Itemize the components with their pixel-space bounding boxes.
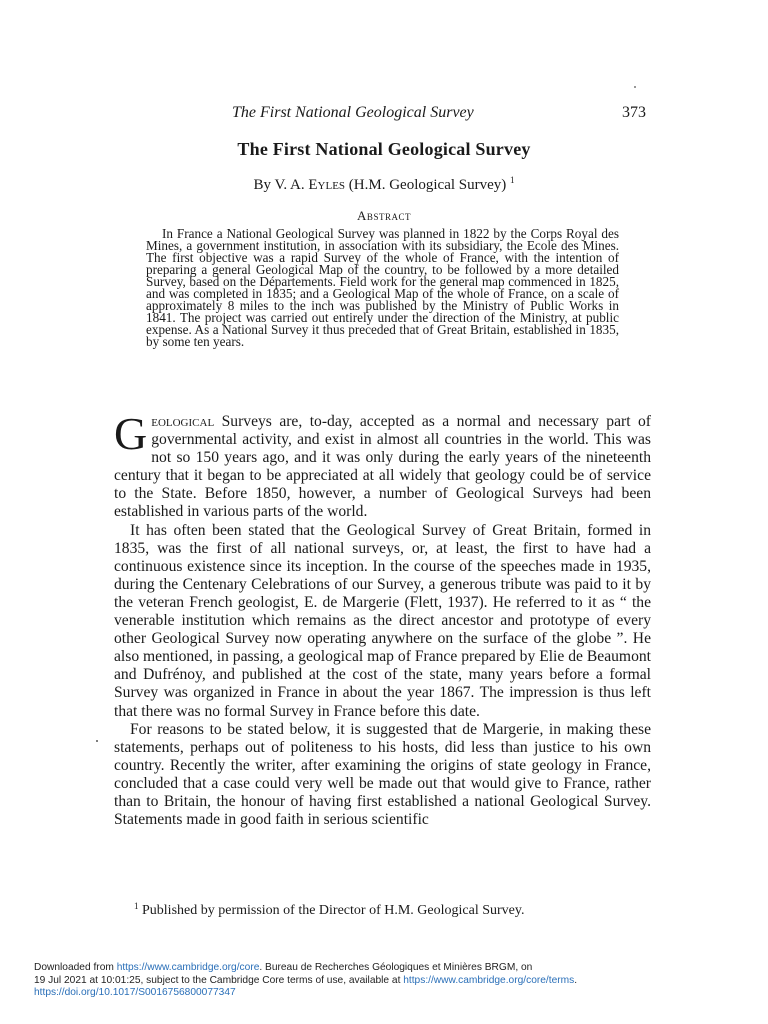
byline	[0, 175, 768, 194]
download-notice	[34, 962, 734, 1000]
footnote-number: 1	[134, 901, 139, 911]
footnote	[134, 898, 654, 919]
running-head	[0, 104, 768, 124]
download-text: .	[574, 974, 578, 986]
paragraph-1-text: Surveys are, to-day, accepted as a normal and necessary part of governmental activity, and exist in almost all countries in the world. This was not so 150 years ago, and it was only during the early years of the nineteenth century that it began to be appreciated at all widely that geology could be of service to the State. Before 1850, however, a number of Geological Surveys had been established in various parts of the world.	[114, 413, 651, 521]
byline-prefix: By V. A.	[253, 177, 309, 193]
abstract-heading: Abstract	[357, 208, 411, 223]
page-number: 373	[622, 104, 646, 121]
download-text: . Bureau de Recherches Géologiques et Minières BRGM, on	[259, 962, 533, 973]
paragraph-3: For reasons to be stated below, it is suggested that de Margerie, in making these statements, perhaps out of politeness to his hosts, did less than justice to his own country. Recently the writer, after examining the origins of state geology in France, concluded that a case could very well be made out that would give to France, rather than to Britain, the honour of having first established a national Geological Survey. Statements made in good faith in serious scientific	[114, 720, 651, 829]
paragraph-2: It has often been stated that the Geological Survey of Great Britain, formed in 1835, was the first of all national surveys, or, at least, the first to have had a continuous existence since its inception. In the course of the speeches made in 1935, during the Centenary Celebrations of our Survey, a generous tribute was paid to it by the veteran French geologist, E. de Margerie (Flett, 1937). He referred to it as “ the venerable institution which remains as the direct ancestor and prototype of every other Geological Survey now operating anywhere on the surface of the globe ”. He also mentioned, in passing, a geological map of France prepared by Elie de Beaumont and Dufrénoy, and published at the cost of the state, many years before a formal Survey was organized in France in about the year 1867. The impression is thus left that there was no formal Survey in France before this date.	[114, 521, 651, 720]
download-text: 19 Jul 2021 at 10:01:25, subject to the Cambridge Core terms of use, available at	[34, 974, 404, 986]
download-line-3	[34, 987, 734, 1000]
doi-link[interactable]: https://doi.org/10.1017/S0016756800077347	[34, 987, 236, 998]
cambridge-core-link[interactable]: https://www.cambridge.org/core	[116, 962, 260, 973]
byline-affiliation: (H.M. Geological Survey)	[345, 177, 511, 193]
terms-link[interactable]: https://www.cambridge.org/core/terms	[403, 974, 575, 986]
scan-speck	[634, 86, 636, 88]
footnote-text: Published by permission of the Director of H.M. Geological Survey.	[138, 903, 525, 918]
running-head-title: The First National Geological Survey	[232, 104, 474, 121]
author-surname: Eyles	[308, 177, 346, 193]
download-text: Downloaded from	[34, 962, 117, 973]
lead-small-caps: eological	[151, 413, 215, 430]
abstract-text: In France a National Geological Survey was planned in 1822 by the Corps Royal des Mines, a government institution, in association with its subsidiary, the Ecole des Mines. The first objective was a rapid Survey of the whole of France, with the intention of preparing a general Geological Map of the country, to be followed by a more detailed Survey, based on the Départements. Field work for the general map commenced in 1825, and was completed in 1835; and a Geological Map of the whole of France, on a scale of approximately 8 miles to the inch was published by the Ministry of Public Works in 1841. The project was carried out entirely under the direction of the Ministry, at public expense. As a National Survey it thus preceded that of Great Britain, established in 1835, by some ten years.	[146, 226, 619, 350]
footnote-marker: 1	[510, 175, 515, 185]
paragraph-1	[114, 408, 651, 522]
article-title: The First National Geological Survey	[237, 139, 531, 159]
article-body	[114, 408, 651, 829]
download-line-1	[34, 962, 734, 975]
scan-speck	[96, 740, 98, 742]
drop-cap: G	[114, 408, 148, 459]
download-line-2	[34, 975, 734, 988]
